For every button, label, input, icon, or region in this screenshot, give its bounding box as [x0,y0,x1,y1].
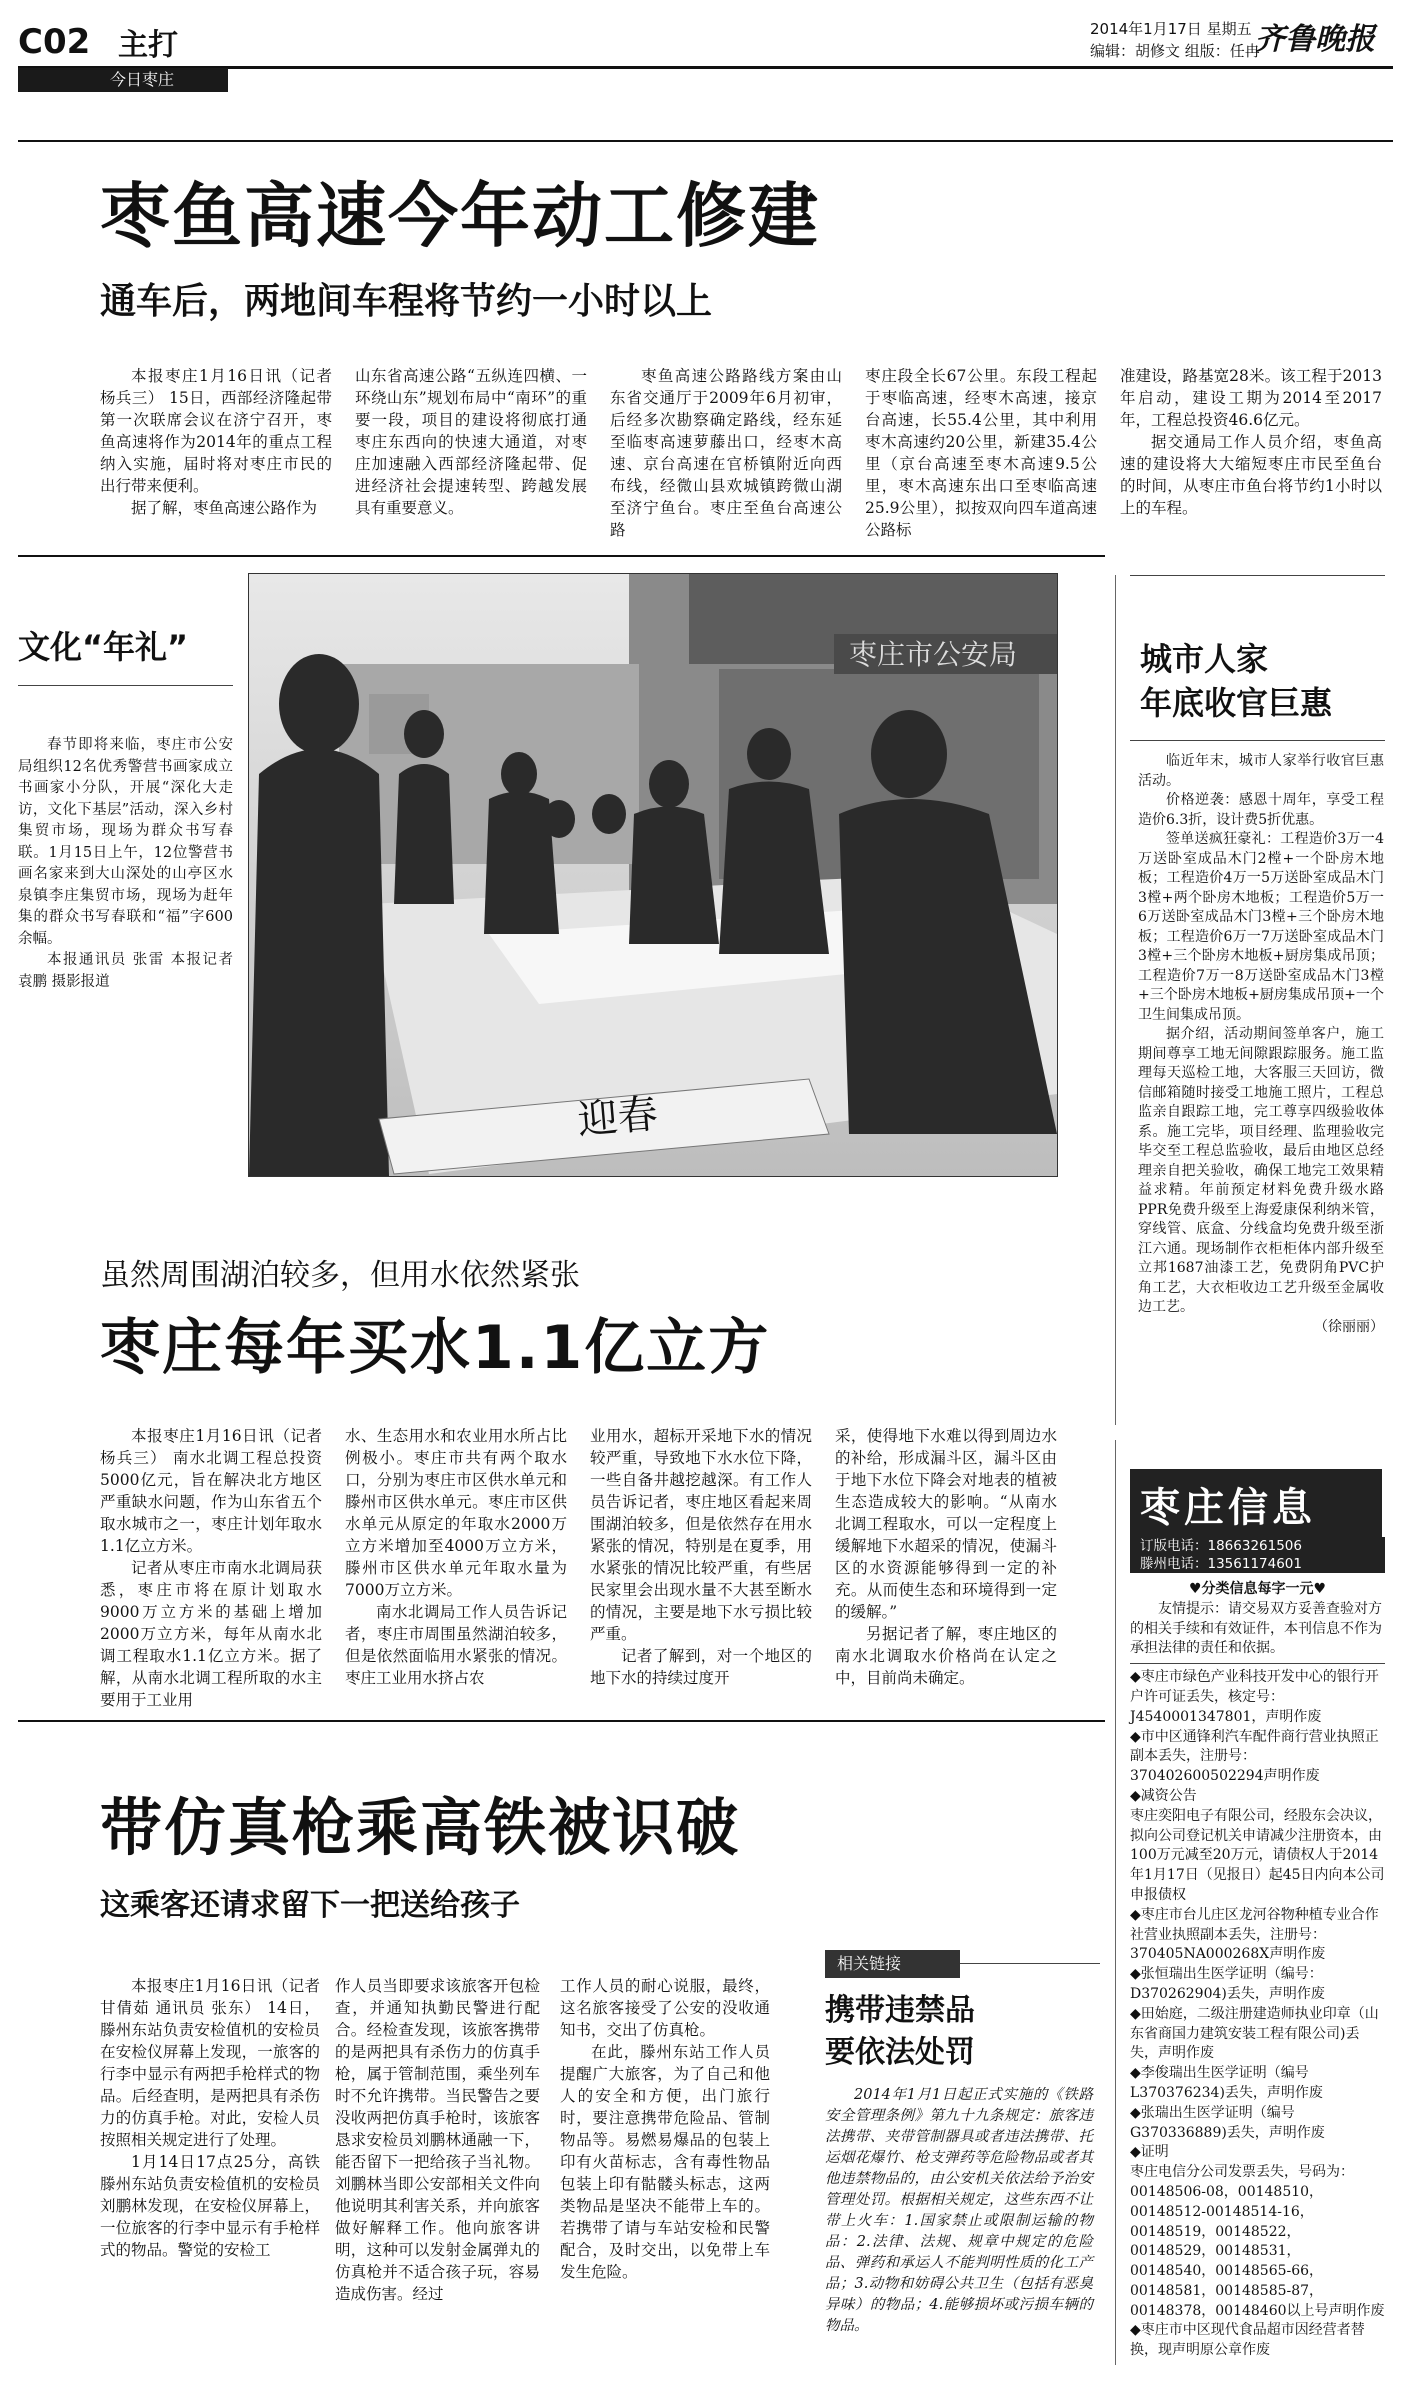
divider [1130,1663,1385,1664]
article3-subhead: 这乘客还请求留下一把送给孩子 [100,1888,520,1923]
home-title-line1: 城市人家 [1140,640,1269,678]
column-divider [1115,1440,1116,2365]
article3-col3-p2: 在此，滕州东站工作人员提醒广大旅客，为了自己和他人的安全和方便，出门旅行时，要注意携带危险品、管制物品等。易燃易爆品的包装上印有火苗标志，含有毒性物品包装上印有骷髅头标志，这两类物品是坚决不能带上车的。若携带了请与车站安检和民警配合，及时交出，以免带上车发生危险。 [560,2043,770,2281]
info-item: 枣庄奕阳电子有限公司，经股东会决议，拟向公司登记机关申请减少注册资本，由100万元减至20万元，请债权人于2014年1月17日（见报日）起45日内向本公司申报债权 [1130,1807,1385,1903]
article2-col1-p1: 本报枣庄1月16日讯（记者 杨兵三） 南水北调工程总投资5000亿元，旨在解决北方地区严重缺水问题，作为山东省五个取水城市之一，枣庄计划年取水1.1亿立方米。 [100,1427,322,1555]
divider [1130,575,1385,576]
article1-col3-p1: 枣鱼高速公路路线方案由山东省交通厅于2009年6月初审，后经多次勘察确定路线，经东延至临枣高速萝藤出口，经枣木高速、京台高速在官桥镇附近向西布线，经微山县欢城镇跨微山湖至济宁鱼台。枣庄至鱼台高速公路 [610,367,842,539]
info-ads [1130,1580,1385,2361]
divider [1130,740,1385,741]
divider [18,140,1393,142]
link-body: 2014年1月1日起正式实施的《铁路安全管理条例》第九十九条规定：旅客违法携带、夹带管制器具或者违法携带、托运烟花爆竹、枪支弹药等危险物品或者其他违禁物品的，由公安机关依法给予治安管理处罚。根据相关规定，这些东西不让带上火车：1.国家禁止或限制运输的物品：2.法律、法规、规章中规定的危险品、弹药和承运人不能判明性质的化工产品；3.动物和妨碍公共卫生（包括有恶臭异味）的物品；4.能够损坏或污损车辆的物品。 [825,2087,1093,2334]
article3-col1 [100,1975,320,2261]
article1-col5-p2: 据交通局工作人员介绍，枣鱼高速的建设将大大缩短枣庄市民至鱼台的时间，从枣庄市鱼台将节约1小时以上的车程。 [1120,433,1382,517]
article1-col1-p1: 本报枣庄1月16日讯（记者 杨兵三） 15日，西部经济隆起带第一次联席会议在济宁召开，枣鱼高速将作为2014年的重点工程纳入实施，届时将对枣庄市民的出行带来便利。 [100,367,332,495]
info-phone2: 滕州电话：13561174601 [1140,1556,1302,1572]
link-title-line1: 携带违禁品 [825,1993,975,2028]
article3-col2 [335,1975,540,2305]
divider [18,685,233,686]
article2-col2-p2: 南水北调局工作人员告诉记者，枣庄市周围虽然湖泊较多，但是依然面临用水紧张的情况。枣庄工业用水挤占农 [345,1603,567,1687]
scroll-calligraphy: 迎春 [575,1091,660,1144]
article3-col1-p1: 本报枣庄1月16日讯（记者 甘倩茹 通讯员 张东） 14日，滕州东站负责安检值机的安检员在安检仪屏幕上发现，一旅客的行李中显示有两把手枪样式的物品。后经查明，是两把具有杀伤力的仿真手枪。对此，安检人员按照相关规定进行了处理。 [100,1977,320,2149]
culture-body-block [18,735,233,993]
culture-title: 文化“年礼” [18,628,189,666]
article3-headline: 带仿真枪乘高铁被识破 [100,1791,741,1864]
masthead-logo: 齐鲁晚报 [1255,22,1375,57]
article2-col4-p1: 采，使得地下水难以得到周边水的补给，形成漏斗区，漏斗区由于地下水位下降会对地表的植被生态造成较大的影响。“从南水北调工程取水，可以一定程度上缓解地下水超采的情况，使漏斗区的水资源能够得到一定的补充。从而使生态和环境得到一定的缓解。” [835,1427,1057,1621]
date-line: 2014年1月17日 星期五 [1090,20,1252,38]
article2-col2-p1: 水、生态用水和农业用水所占比例极小。枣庄市共有两个取水口，分别为枣庄市区供水单元和滕州市区供水单元。枣庄市区供水单元从原定的年取水2000万立方米增加至4000万立方米，滕州市区供水单元年取水量为7000万立方米。 [345,1427,567,1599]
home-p4: 据介绍，活动期间签单客户，施工期间尊享工地无间隙跟踪服务。施工监理每天巡检工地，大客服三天回访，微信邮箱随时接受工地施工照片，工程总监亲自跟踪工地，完工尊享四级验收体系。施工完毕，项目经理、监理验收完毕交至工程总监验收，最后由地区总经理亲自把关验收，确保工地完工效果精益求精。年前预定材料免费升级水路PPR免费升级至上海爱康保利纳米管，穿线管、底盒、分线盒均免费升级至浙江六通。现场制作衣柜柜体内部升级至立邦1687油漆工艺，免费阴角PVC护角工艺，大衣柜收边工艺升级至金属收边工艺。 [1138,1026,1384,1315]
article2-col4-p2: 另据记者了解，枣庄地区的南水北调取水价格尚在认定之中，目前尚未确定。 [835,1625,1057,1687]
info-item: ◆张恒瑞出生医学证明（编号：D370262904)丢失，声明作废 [1130,1966,1325,2002]
info-item: ◆田始庭，二级注册建造师执业印章（山东省商国力建筑安装工程有限公司)丢失，声明作废 [1130,2005,1379,2062]
home-body [1138,752,1384,1337]
article2-col1 [100,1425,322,1711]
culture-body: 春节即将来临，枣庄市公安局组织12名优秀警营书画家成立书画家小分队，开展“深化大走访，文化下基层”活动，深入乡村集贸市场，现场为群众书写春联。1月15日上午，12位警营书画名家来到大山深处的山亭区水泉镇李庄集贸市场，现场为赶年集的群众书写春联和“福”字600余幅。 [18,737,233,947]
info-title: 枣庄信息 [1140,1485,1316,1531]
home-title [1140,637,1332,725]
page-number: C02 [18,22,91,62]
article1-col1-p2: 据了解，枣鱼高速公路作为 [131,499,318,517]
home-credit: （徐丽丽） [1314,1318,1384,1335]
article1-col5-p1: 准建设，路基宽28米。该工程于2013年启动，建设工期为2014至2017年，工程总投资46.6亿元。 [1120,367,1382,429]
divider [960,1963,1100,1964]
divider [18,1720,1105,1722]
article2-col1-p2: 记者从枣庄市南水北调局获悉，枣庄市将在原计划取水9000万立方米的基础上增加2000万立方米，每年从南水北调工程取水1.1亿立方米。据了解，从南水北调工程所取的水主要用于工业用 [100,1559,322,1709]
info-item: ◆张瑞出生医学证明（编号G370336889)丢失，声明作废 [1130,2104,1325,2141]
home-p3: 签单送疯狂豪礼：工程造价3万一4万送卧室成品木门2樘+一个卧房木地板；工程造价4万一5万送卧室成品木门3樘+两个卧房木地板；工程造价5万一6万送卧室成品木门3樘+三个卧房木地板；工程造价6万一7万送卧室成品木门3樘+三个卧房木地板+厨房集成吊顶；工程造价7万一8万送卧室成品木门3樘+三个卧房木地板+厨房集成吊顶+一个卫生间集成吊顶。 [1138,831,1384,1023]
home-title-line2: 年底收官巨惠 [1140,684,1333,722]
article1-col4-p1: 枣庄段全长67公里。东段工程起于枣临高速，经枣木高速，接京台高速，长55.4公里，其中利用枣木高速约20公里，新建35.4公里（京台高速至枣木高速9.5公里，枣木高速东出口至枣临高速25.9公里），拟按双向四车道高速公路标 [865,367,1097,539]
home-p1: 临近年末，城市人家举行收官巨惠活动。 [1138,753,1384,789]
home-p2: 价格逆袭：感恩十周年，享受工程造价6.3折，设计费5折优惠。 [1138,792,1384,828]
article2-col3-p2: 记者了解到，对一个地区的地下水的持续过度开 [590,1647,812,1687]
article1-col5 [1120,365,1382,519]
article2-col3 [590,1425,812,1689]
info-item: ◆证明 [1130,2144,1169,2161]
link-title-line2: 要依法处罚 [825,2035,975,2070]
info-item: ◆李俊瑞出生医学证明（编号L370376234)丢失，声明作废 [1130,2065,1323,2101]
sub-section-bar: 今日枣庄 [18,68,228,92]
article2-col3-p1: 业用水，超标开采地下水的情况较严重，导致地下水水位下降，一些自备井越挖越深。有工作人员告诉记者，枣庄地区看起来周围湖泊较多，但是依然存在用水紧张的情况，特别是在夏季，用水紧张的情况比较严重，有些居民家里会出现水量不大甚至断水的情况，主要是地下水亏损比较严重。 [590,1427,812,1643]
link-title [825,1990,975,2074]
info-item: ◆市中区通锋利汽车配件商行营业执照正副本丢失，注册号：370402600502294声明作废 [1130,1728,1379,1785]
article1-col2 [355,365,587,519]
article3-col1-p2: 1月14日17点25分，高铁滕州东站负责安检值机的安检员刘鹏林发现，在安检仪屏幕上，一位旅客的行李中显示有手枪样式的物品。警觉的安检工 [100,2153,320,2259]
photo-illustration [249,574,1057,1176]
info-item: ◆枣庄市中区现代食品超市因经营者替换，现声明原公章作废 [1130,2322,1365,2359]
article3-col3-p1: 工作人员的耐心说服，最终，这名旅客接受了公安的没收通知书，交出了仿真枪。 [560,1977,770,2039]
article1-col2-p1: 山东省高速公路“五纵连四横、一环绕山东”规划布局中“南环”的重要一段，项目的建设将彻底打通枣庄东西向的快速大通道，对枣庄加速融入西部经济隆起带、促进经济社会提速转型、跨越发展具有重要意义。 [355,367,587,517]
info-phone1: 订版电话：18663261506 [1140,1538,1302,1554]
info-price: ♥分类信息每字一元♥ [1188,1581,1327,1597]
news-photo [248,573,1058,1177]
column-divider [1115,575,1116,1425]
section-title: 主打 [118,28,178,63]
culture-credit: 本报通讯员 张雷 本报记者 袁鹏 摄影报道 [18,952,233,990]
divider [18,555,1105,557]
link-label: 相关链接 [825,1950,960,1978]
editor-line: 编辑：胡修文 组版：任冉 [1090,42,1260,60]
info-item: ◆枣庄市绿色产业科技开发中心的银行开户许可证丢失，核定号：J4540001347801，声明作废 [1130,1669,1379,1725]
info-item: 枣庄电信分公司发票丢失，号码为：00148506-08，00148510，00148512-00148514-16，00148519，00148522，00148529，00148531，00148540，00148565-66，00148581，00148585-87，00148378，00148460以上号声明作废 [1130,2164,1385,2319]
info-item: ◆枣庄市台儿庄区龙河谷物种植专业合作社营业执照副本丢失，注册号：370405NA000268X声明作废 [1130,1906,1379,1963]
article1-headline: 枣鱼高速今年动工修建 [100,175,820,257]
article2-col4 [835,1425,1057,1689]
article3-col3 [560,1975,770,2283]
info-item: ◆减资公告 [1130,1787,1197,1804]
article1-col4 [865,365,1097,541]
info-notice: 友情提示：请交易双方妥善查验对方的相关手续和有效证件，本刊信息不作为承担法律的责任和依据。 [1130,1600,1382,1657]
article2-kicker: 虽然周围湖泊较多，但用水依然紧张 [100,1258,580,1293]
article1-col3 [610,365,842,541]
link-body-block [825,2085,1093,2337]
police-sign-text: 枣庄市公安局 [849,638,1018,671]
article1-subhead: 通车后，两地间车程将节约一小时以上 [100,281,713,322]
article3-col2-p1: 作人员当即要求该旅客开包检查，并通知执勤民警进行配合。经检查发现，该旅客携带的是两把具有杀伤力的仿真手枪，属于管制范围，乘坐列车时不允许携带。当民警告之要没收两把仿真手枪时，该旅客恳求安检员刘鹏林通融一下，能否留下一把给孩子当礼物。刘鹏林当即公安部相关文件向他说明其利害关系，并向旅客做好解释工作。他向旅客讲明，这种可以发射金属弹丸的仿真枪并不适合孩子玩，容易造成伤害。经过 [335,1977,540,2303]
article2-headline: 枣庄每年买水1.1亿立方 [100,1313,771,1383]
info-phones [1130,1537,1385,1573]
article1-col1 [100,365,332,519]
article2-col2 [345,1425,567,1689]
